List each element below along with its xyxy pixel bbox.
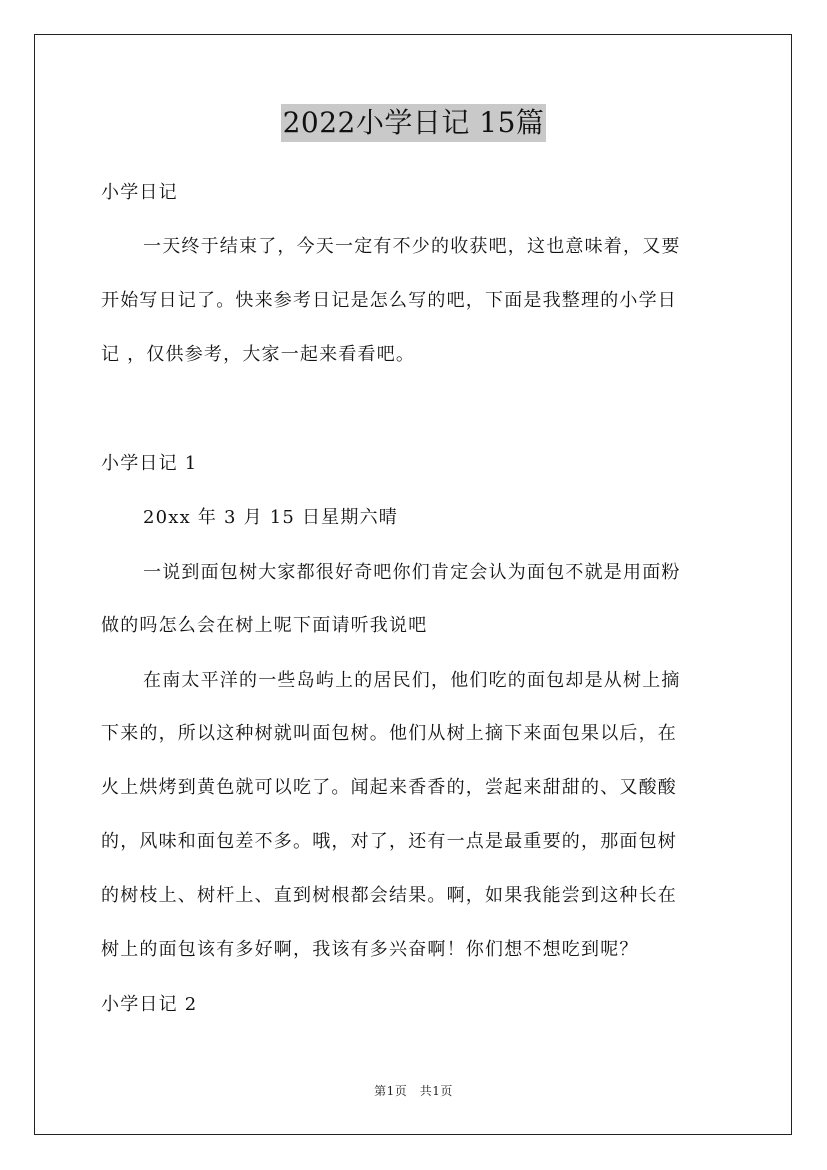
diary-date: 20xx 年 3 月 15 日星期六晴 <box>143 507 398 528</box>
paragraph-line: 的树枝上、树杆上、直到树根都会结果。啊，如果我能尝到这种长在 <box>101 885 677 906</box>
paragraph-line: 开始写日记了。快来参考日记是怎么写的吧，下面是我整理的小学日 <box>101 290 677 311</box>
paragraph-line: 火上烘烤到黄色就可以吃了。闻起来香香的，尝起来甜甜的、又酸酸 <box>101 777 677 798</box>
title-container <box>0 104 827 142</box>
paragraph-line: 的，风味和面包差不多。哦，对了，还有一点是最重要的，那面包树 <box>101 831 677 852</box>
paragraph-line: 树上的面包该有多好啊，我该有多兴奋啊！你们想不想吃到呢？ <box>101 939 639 960</box>
paragraph-line: 做的吗怎么会在树上呢下面请听我说吧 <box>101 615 428 636</box>
paragraph-line: 一天终于结束了，今天一定有不少的收获吧，这也意味着，又要 <box>143 236 681 257</box>
paragraph-line: 记 ，仅供参考，大家一起来看看吧。 <box>101 344 416 365</box>
paragraph-line: 一说到面包树大家都很好奇吧你们肯定会认为面包不就是用面粉 <box>143 562 681 583</box>
paragraph-line: 下来的，所以这种树就叫面包树。他们从树上摘下来面包果以后，在 <box>101 723 677 744</box>
section-heading-1: 小学日记 1 <box>101 453 198 474</box>
section-heading-intro: 小学日记 <box>101 182 178 203</box>
paragraph-line: 在南太平洋的一些岛屿上的居民们，他们吃的面包却是从树上摘 <box>143 670 681 691</box>
page-footer: 第1页 共1页 <box>374 1084 453 1098</box>
section-heading-2: 小学日记 2 <box>101 994 198 1015</box>
document-title: 2022小学日记 15篇 <box>281 104 547 142</box>
